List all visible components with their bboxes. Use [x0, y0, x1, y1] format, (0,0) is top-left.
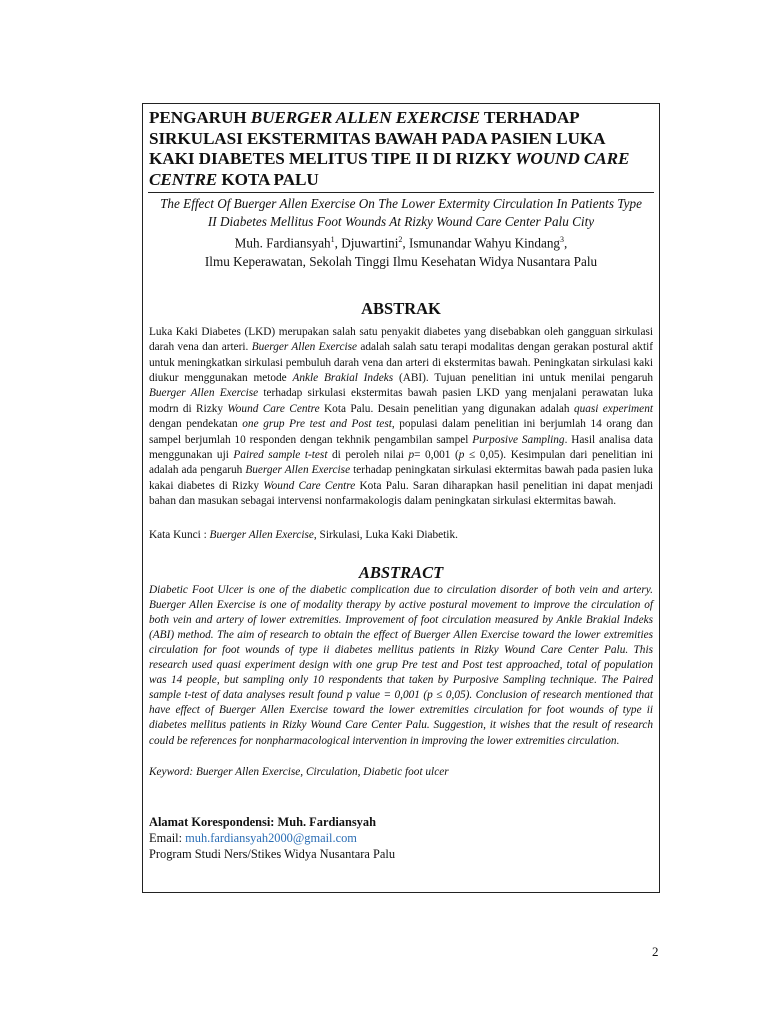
kata-kunci: Kata Kunci : Buerger Allen Exercise, Sirkulasi, Luka Kaki Diabetik. [149, 528, 458, 541]
title-part-italic: BUERGER ALLEN EXERCISE [250, 108, 481, 127]
author-name: , Djuwartini [334, 235, 399, 251]
affiliation: Ilmu Keperawatan, Sekolah Tinggi Ilmu Kesehatan Widya Nusantara Palu [204, 253, 598, 269]
keyword-line: Keyword: Buerger Allen Exercise, Circulation, Diabetic foot ulcer [149, 765, 449, 778]
email-link[interactable]: muh.fardiansyah2000@gmail.com [185, 830, 357, 845]
title-part-italic: WOUND CARE CENTRE [149, 149, 630, 189]
correspondence-block [149, 814, 653, 862]
author-sep: , [564, 235, 568, 251]
program-line: Program Studi Ners/Stikes Widya Nusantara Palu [149, 846, 396, 861]
title-divider [148, 192, 654, 193]
author-sup: 3 [560, 235, 565, 245]
article-title [149, 108, 653, 190]
title-part: PENGARUH [149, 108, 251, 127]
abstrak-heading: ABSTRAK [361, 298, 441, 318]
author-name: Muh. Fardiansyah [234, 235, 331, 251]
author-sup: 1 [330, 235, 335, 245]
abstract-heading: ABSTRACT [358, 562, 444, 582]
author-sup: 2 [398, 235, 403, 245]
authors-line [149, 231, 653, 252]
author-name: , Ismunandar Wahyu Kindang [402, 235, 561, 251]
email-label: Email: [149, 830, 186, 845]
title-part: TERHADAP SIRKULASI EKSTERMITAS BAWAH PADA PASIEN LUKA KAKI DIABETES MELITUS TIPE II DI RIZKY [149, 108, 605, 169]
article-frame [142, 103, 660, 893]
page-number: 2 [652, 944, 659, 959]
correspondence-heading: Alamat Korespondensi: Muh. Fardiansyah [149, 814, 376, 829]
abstract-body: Diabetic Foot Ulcer is one of the diabetic complication due to circulation disorder of both vein and artery. Buerger Allen Exercise is one of modality therapy by active postural movement to improve the circulation of both vein and artery of lower extremities. Improvement of foot circulation measured by Ankle Brakial Indeks (ABI) method. The aim of research to obtain the effect of Buerger Allen Exercise toward the lower extremities circulation for foot wounds of type ii diabetes mellitus patients in Rizky Wound Care Center Palu. This research used quasi experiment design with one grup Pre test and Post test approached, total of population was 14 people, but sampling only 10 respondents that taken by Purposive Sampling technique. The Paired sample t-test of data analyses result found p value = 0,001 (p ≤ 0,05). Conclusion of research mentioned that have effect of Buerger Allen Exercise toward the lower extremities circulation for foot wounds of type ii diabetes mellitus patients in Rizky Wound Care Center Palu. Suggestion, it wishes that the result of research could be references for nonpharmacological intervention in improving the lower extremities circulation. [149, 583, 653, 747]
email-line [149, 830, 653, 846]
title-part: KOTA PALU [217, 169, 319, 189]
english-title: The Effect Of Buerger Allen Exercise On The Lower Extermity Circulation In Patients Type II Diabetes Mellitus Foot Wounds At Rizky Wound Care Center Palu City [160, 196, 642, 230]
abstrak-body: Luka Kaki Diabetes (LKD) merupakan salah satu penyakit diabetes yang disebabkan oleh gangguan sirkulasi darah vena dan arteri. Buerger Allen Exercise adalah salah satu terapi modalitas dengan gerakan postural aktif untuk meningkatkan sirkulasi pembuluh darah vena dan arteri di ekstermitas bawah. Peningkatan sirkulasi kaki diukur menggunakan metode Ankle Brakial Indeks (ABI). Tujuan penelitian ini untuk menilai pengaruh Buerger Allen Exercise terhadap sirkulasi ekstermitas bawah pasien LKD yang menjalani perawatan luka modrn di Rizky Wound Care Centre Kota Palu. Desain penelitian yang digunakan adalah quasi experiment dengan pendekatan one grup Pre test and Post test, populasi dalam penelitian ini berjumlah 14 orang dan sampel berjumlah 10 responden dengan tekhnik pengambilan sampel Purposive Sampling. Hasil analisa data menggunakan uji Paired sample t-test di peroleh nilai p= 0,001 (p ≤ 0,05). Kesimpulan dari penelitian ini adalah ada pengaruh Buerger Allen Exercise terhadap peningkatan sirkulasi ektermitas bawah pada pasien luka kakai diabetes di Rizky Wound Care Centre Kota Palu. Saran diharapkan hasil penelitian ini dapat menjadi bahan dan masukan sebagai intervensi nonfarmakologis dalam peningkatan sirkulasi ektermitas bawah. [149, 325, 653, 508]
